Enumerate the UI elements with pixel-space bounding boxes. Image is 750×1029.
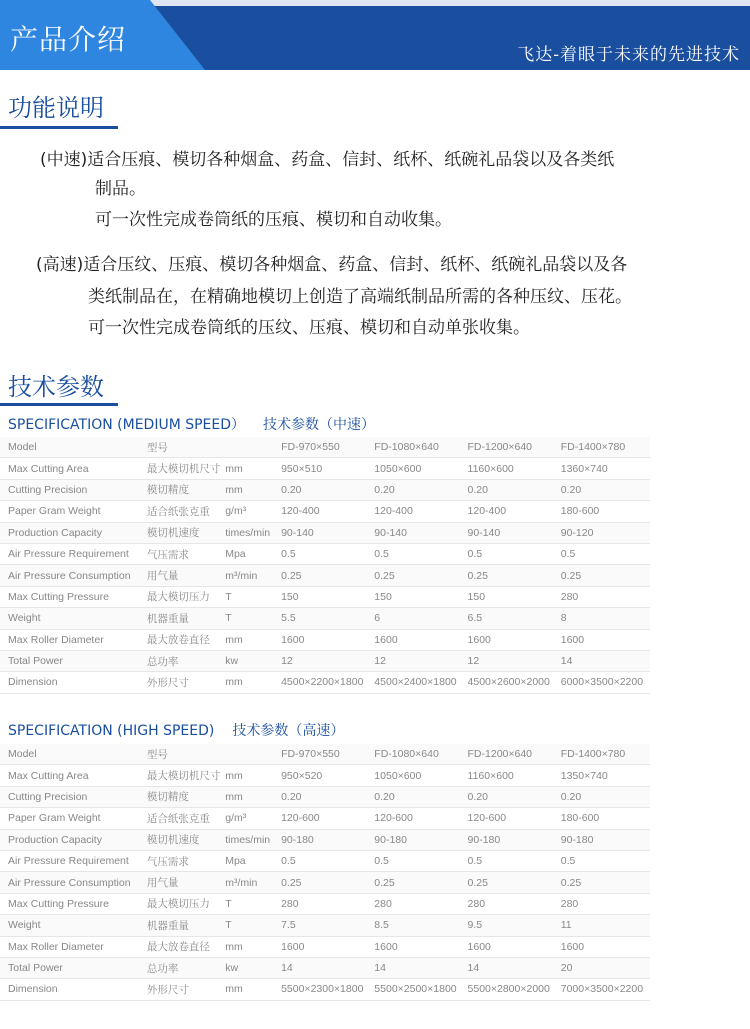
table-cell: 14: [557, 650, 650, 671]
table-cell: 90-180: [277, 829, 370, 850]
table-cell: 8.5: [370, 915, 463, 936]
table-cell: Air Pressure Requirement: [0, 850, 141, 871]
tech-heading: 技术参数: [8, 373, 104, 401]
table-cell: Production Capacity: [0, 522, 141, 543]
features-heading-underline: [0, 126, 118, 129]
banner-title: 产品介绍: [10, 23, 127, 56]
table-row: [0, 608, 650, 629]
table-cell: 0.5: [370, 850, 463, 871]
table-cell: 0.20: [370, 786, 463, 807]
table-cell: 0.20: [277, 786, 370, 807]
table-cell: Max Cutting Area: [0, 765, 141, 786]
table-row: [0, 765, 650, 786]
table-cell: 6: [370, 608, 463, 629]
table-cell: 7.5: [277, 915, 370, 936]
features-heading: 功能说明: [8, 94, 104, 122]
table-cell: 11: [557, 915, 650, 936]
table-row: [0, 936, 650, 957]
table-row: [0, 872, 650, 893]
table-cell: Model: [0, 744, 141, 765]
table-row: [0, 501, 650, 522]
table-cell: Cutting Precision: [0, 786, 141, 807]
table-row: [0, 543, 650, 564]
table-row: [0, 437, 650, 458]
table-cell: times/min: [223, 522, 277, 543]
table-cell: 280: [370, 893, 463, 914]
table-cell: 150: [277, 586, 370, 607]
table-cell: 用气量: [141, 872, 223, 893]
spec-high-title-cn: 技术参数（高速）: [232, 723, 345, 739]
table-cell: 0.5: [464, 850, 557, 871]
table-cell: 模切精度: [141, 479, 223, 500]
table-cell: 6000×3500×2200: [557, 672, 650, 693]
table-cell: 0.5: [277, 850, 370, 871]
table-cell: 8: [557, 608, 650, 629]
table-cell: 模切机速度: [141, 829, 223, 850]
table-cell: 4500×2400×1800: [370, 672, 463, 693]
table-row: [0, 744, 650, 765]
table-cell: 180-600: [557, 808, 650, 829]
table-cell: 90-140: [277, 522, 370, 543]
high-speed-line-3: 可一次性完成卷筒纸的压纹、压痕、模切和自动单张收集。: [88, 318, 530, 338]
table-cell: Weight: [0, 915, 141, 936]
table-cell: Model: [0, 437, 141, 458]
table-cell: 最大模切压力: [141, 893, 223, 914]
table-cell: Max Cutting Area: [0, 458, 141, 479]
table-row: [0, 979, 650, 1000]
table-cell: m³/min: [223, 565, 277, 586]
table-row: [0, 808, 650, 829]
table-cell: Max Roller Diameter: [0, 629, 141, 650]
table-cell: 0.25: [464, 565, 557, 586]
table-row: [0, 629, 650, 650]
table-cell: mm: [223, 979, 277, 1000]
table-cell: mm: [223, 672, 277, 693]
table-cell: FD-970×550: [277, 744, 370, 765]
table-cell: 最大模切压力: [141, 586, 223, 607]
table-cell: 型号: [141, 744, 223, 765]
table-cell: Max Cutting Pressure: [0, 893, 141, 914]
table-cell: Paper Gram Weight: [0, 808, 141, 829]
table-cell: 14: [464, 957, 557, 978]
table-cell: Max Roller Diameter: [0, 936, 141, 957]
table-cell: FD-1400×780: [557, 744, 650, 765]
table-cell: 5500×2300×1800: [277, 979, 370, 1000]
table-cell: FD-1080×640: [370, 437, 463, 458]
table-cell: 120-600: [370, 808, 463, 829]
spec-medium-title: [8, 414, 375, 434]
table-cell: T: [223, 915, 277, 936]
table-cell: 外形尺寸: [141, 979, 223, 1000]
spec-medium-title-cn: 技术参数（中速）: [263, 417, 376, 433]
table-cell: g/m³: [223, 808, 277, 829]
table-cell: 型号: [141, 437, 223, 458]
table-cell: 1600: [277, 936, 370, 957]
table-cell: 1600: [464, 936, 557, 957]
header-banner: [0, 0, 750, 70]
medium-speed-line-2: 制品。: [95, 179, 146, 199]
table-row: [0, 850, 650, 871]
table-cell: mm: [223, 765, 277, 786]
banner-slogan: 飞达-着眼于未来的先进技术: [517, 45, 740, 65]
table-cell: 9.5: [464, 915, 557, 936]
table-cell: FD-970×550: [277, 437, 370, 458]
table-cell: mm: [223, 936, 277, 957]
spec-high-table: [0, 744, 650, 1001]
table-cell: 气压需求: [141, 850, 223, 871]
table-cell: Total Power: [0, 650, 141, 671]
table-cell: 外形尺寸: [141, 672, 223, 693]
table-cell: 6.5: [464, 608, 557, 629]
table-cell: Mpa: [223, 543, 277, 564]
spec-medium-table: [0, 437, 650, 694]
table-cell: 14: [277, 957, 370, 978]
table-row: [0, 672, 650, 693]
table-row: [0, 786, 650, 807]
table-cell: 280: [464, 893, 557, 914]
table-cell: kw: [223, 650, 277, 671]
table-cell: Total Power: [0, 957, 141, 978]
spec-high-title-en: SPECIFICATION (HIGH SPEED): [8, 723, 215, 739]
table-cell: 120-400: [277, 501, 370, 522]
table-cell: 0.20: [464, 786, 557, 807]
table-row: [0, 915, 650, 936]
table-cell: 90-180: [370, 829, 463, 850]
table-cell: 4500×2600×2000: [464, 672, 557, 693]
table-cell: 1160×600: [464, 458, 557, 479]
table-row: [0, 479, 650, 500]
table-cell: FD-1080×640: [370, 744, 463, 765]
table-cell: 280: [277, 893, 370, 914]
table-cell: 0.25: [277, 872, 370, 893]
table-cell: 120-600: [277, 808, 370, 829]
table-cell: 机器重量: [141, 915, 223, 936]
tech-heading-underline: [0, 403, 118, 406]
table-cell: 0.25: [464, 872, 557, 893]
table-cell: 12: [370, 650, 463, 671]
table-cell: 12: [464, 650, 557, 671]
table-cell: 0.20: [277, 479, 370, 500]
table-cell: 0.25: [370, 872, 463, 893]
table-cell: 1350×740: [557, 765, 650, 786]
table-cell: 0.20: [464, 479, 557, 500]
table-cell: Air Pressure Requirement: [0, 543, 141, 564]
table-cell: Air Pressure Consumption: [0, 872, 141, 893]
table-cell: 0.20: [557, 479, 650, 500]
table-cell: 280: [557, 893, 650, 914]
table-cell: 适合纸张克重: [141, 808, 223, 829]
table-row: [0, 565, 650, 586]
table-cell: [223, 437, 277, 458]
table-cell: 90-120: [557, 522, 650, 543]
high-speed-line-1: (高速)适合压纹、压痕、模切各种烟盒、药盒、信封、纸杯、纸碗礼品袋以及各: [36, 255, 628, 275]
table-cell: mm: [223, 458, 277, 479]
table-cell: mm: [223, 786, 277, 807]
table-cell: 1600: [277, 629, 370, 650]
table-cell: 用气量: [141, 565, 223, 586]
table-row: [0, 957, 650, 978]
table-cell: 0.20: [557, 786, 650, 807]
table-cell: 150: [464, 586, 557, 607]
table-cell: T: [223, 586, 277, 607]
table-cell: 120-400: [464, 501, 557, 522]
spec-medium-title-en: SPECIFICATION (MEDIUM SPEED）: [8, 417, 246, 433]
table-cell: FD-1400×780: [557, 437, 650, 458]
table-row: [0, 522, 650, 543]
table-cell: FD-1200×640: [464, 437, 557, 458]
table-cell: 1050×600: [370, 458, 463, 479]
table-cell: 120-600: [464, 808, 557, 829]
table-cell: 1600: [557, 629, 650, 650]
table-cell: 适合纸张克重: [141, 501, 223, 522]
table-cell: 总功率: [141, 957, 223, 978]
table-cell: 5500×2800×2000: [464, 979, 557, 1000]
table-cell: 12: [277, 650, 370, 671]
table-row: [0, 650, 650, 671]
table-cell: Max Cutting Pressure: [0, 586, 141, 607]
table-cell: Weight: [0, 608, 141, 629]
table-cell: 280: [557, 586, 650, 607]
table-cell: 90-140: [370, 522, 463, 543]
table-cell: 0.5: [557, 543, 650, 564]
table-cell: 1160×600: [464, 765, 557, 786]
table-cell: 0.20: [370, 479, 463, 500]
table-cell: 7000×3500×2200: [557, 979, 650, 1000]
table-cell: mm: [223, 479, 277, 500]
table-cell: 1360×740: [557, 458, 650, 479]
table-cell: 1600: [464, 629, 557, 650]
table-row: [0, 586, 650, 607]
table-cell: 5500×2500×1800: [370, 979, 463, 1000]
table-cell: 0.25: [557, 872, 650, 893]
table-cell: 0.25: [277, 565, 370, 586]
table-cell: 气压需求: [141, 543, 223, 564]
table-cell: 14: [370, 957, 463, 978]
table-cell: FD-1200×640: [464, 744, 557, 765]
table-cell: 180-600: [557, 501, 650, 522]
table-cell: Cutting Precision: [0, 479, 141, 500]
table-cell: Dimension: [0, 979, 141, 1000]
table-cell: 1600: [370, 629, 463, 650]
table-cell: 120-400: [370, 501, 463, 522]
table-cell: 最大模切机尺寸: [141, 765, 223, 786]
table-cell: Paper Gram Weight: [0, 501, 141, 522]
table-cell: 模切精度: [141, 786, 223, 807]
table-cell: 950×520: [277, 765, 370, 786]
table-cell: [223, 744, 277, 765]
table-cell: T: [223, 893, 277, 914]
table-cell: kw: [223, 957, 277, 978]
high-speed-line-2: 类纸制品在，在精确地模切上创造了高端纸制品所需的各种压纹、压花。: [88, 287, 632, 307]
table-cell: 最大放卷直径: [141, 629, 223, 650]
table-cell: 1600: [370, 936, 463, 957]
table-row: [0, 458, 650, 479]
table-cell: m³/min: [223, 872, 277, 893]
table-cell: T: [223, 608, 277, 629]
table-cell: Dimension: [0, 672, 141, 693]
table-cell: 0.5: [277, 543, 370, 564]
table-cell: 90-180: [464, 829, 557, 850]
table-cell: mm: [223, 629, 277, 650]
table-cell: g/m³: [223, 501, 277, 522]
table-row: [0, 829, 650, 850]
table-cell: 0.5: [464, 543, 557, 564]
medium-speed-line-1: (中速)适合压痕、模切各种烟盒、药盒、信封、纸杯、纸碗礼品袋以及各类纸: [40, 150, 615, 170]
table-row: [0, 893, 650, 914]
table-cell: 950×510: [277, 458, 370, 479]
table-cell: 5.5: [277, 608, 370, 629]
table-cell: 1600: [557, 936, 650, 957]
table-cell: 150: [370, 586, 463, 607]
table-cell: 0.5: [557, 850, 650, 871]
table-cell: 模切机速度: [141, 522, 223, 543]
table-cell: times/min: [223, 829, 277, 850]
table-cell: Air Pressure Consumption: [0, 565, 141, 586]
table-cell: 最大模切机尺寸: [141, 458, 223, 479]
table-cell: 20: [557, 957, 650, 978]
table-cell: 4500×2200×1800: [277, 672, 370, 693]
table-cell: 最大放卷直径: [141, 936, 223, 957]
table-cell: 90-140: [464, 522, 557, 543]
table-cell: Mpa: [223, 850, 277, 871]
table-cell: 总功率: [141, 650, 223, 671]
spec-high-title: [8, 720, 344, 740]
medium-speed-line-3: 可一次性完成卷筒纸的压痕、模切和自动收集。: [95, 210, 452, 230]
table-cell: 0.25: [370, 565, 463, 586]
table-cell: 1050×600: [370, 765, 463, 786]
table-cell: 机器重量: [141, 608, 223, 629]
table-cell: 90-180: [557, 829, 650, 850]
table-cell: Production Capacity: [0, 829, 141, 850]
table-cell: 0.25: [557, 565, 650, 586]
table-cell: 0.5: [370, 543, 463, 564]
